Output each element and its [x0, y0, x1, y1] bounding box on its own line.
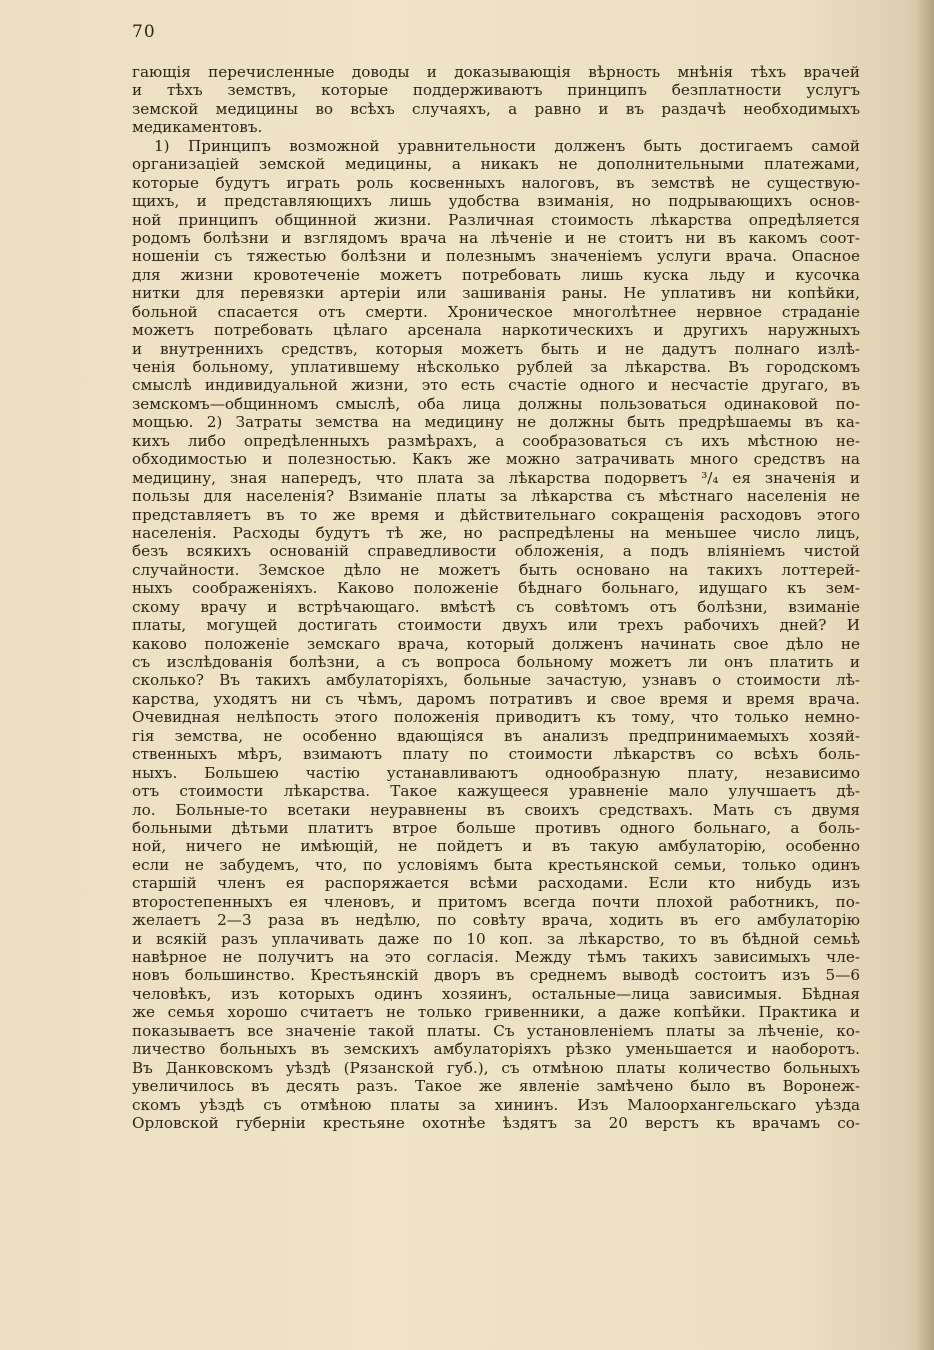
text-line: ченія больному, уплатившему нѣсколько рублей за лѣкарства. Въ городскомъ — [132, 358, 860, 376]
text-line: навѣрное не получитъ на это согласія. Между тѣмъ такихъ зависимыхъ чле- — [132, 948, 860, 966]
text-line: желаетъ 2—3 раза въ недѣлю, по совѣту врача, ходить въ его амбулаторію — [132, 911, 860, 930]
text-line: 1) Принципъ возможной уравнительности долженъ быть достигаемъ самой — [154, 136, 860, 155]
text-line: которые будутъ играть роль косвенныхъ налоговъ, въ земствѣ не существую- — [132, 173, 860, 192]
text-line: и всякій разъ уплачивать даже по 10 коп. за лѣкарство, то въ бѣдной семьѣ — [132, 929, 860, 948]
text-line: гія земства, не особенно вдающіяся въ анализъ предпринимаемыхъ хозяй- — [132, 726, 860, 745]
text-line: же семья хорошо считаетъ не только гривенники, а даже копѣйки. Практика и — [132, 1003, 860, 1022]
text-line: медикаментовъ. — [132, 118, 263, 137]
text-line: Очевидная нелѣпость этого положенія приводитъ къ тому, что только немно- — [132, 708, 860, 727]
text-line: кихъ либо опредѣленныхъ размѣрахъ, а сообразоваться съ ихъ мѣстною не- — [132, 431, 860, 450]
text-line: Въ Данковскомъ уѣздѣ (Рязанской губ.), съ отмѣною платы количество больныхъ — [132, 1058, 860, 1077]
text-line: если не забудемъ, что, по условіямъ быта крестьянской семьи, только одинъ — [132, 855, 860, 874]
text-line: щихъ, и представляющихъ лишь удобства взиманія, но подрывающихъ основ- — [132, 192, 860, 211]
text-line: ной принципъ общинной жизни. Различная стоимость лѣкарства опредѣляется — [132, 210, 860, 229]
text-line: ныхъ соображеніяхъ. Каково положеніе бѣднаго больнаго, идущаго къ зем- — [132, 579, 860, 598]
text-line: больными дѣтьми платитъ втрое больше противъ одного больнаго, а боль- — [132, 818, 860, 837]
page-spine-shadow — [916, 0, 934, 1350]
text-line: для жизни кровотеченіе можетъ потребовать лишь куска льду и кусочка — [132, 265, 860, 284]
text-line: обходимостью и полезностью. Какъ же можно затрачивать много средствъ на — [132, 450, 860, 469]
text-line: съ изслѣдованія болѣзни, а съ вопроса больному можетъ ли онъ платить и — [132, 653, 860, 671]
text-line: смыслѣ индивидуальной жизни, это есть счастіе одного и несчастіе другаго, въ — [132, 376, 860, 395]
text-line: медицину, зная напередъ, что плата за лѣкарства подорветъ ³/₄ ея значенія и — [132, 468, 860, 487]
text-line: земскомъ—общинномъ смыслѣ, оба лица должны пользоваться одинаковой по- — [132, 394, 860, 413]
text-line: увеличилось въ десять разъ. Такое же явленіе замѣчено было въ Воронеж- — [132, 1077, 860, 1096]
text-line: скому врачу и встрѣчающаго. вмѣстѣ съ совѣтомъ отъ болѣзни, взиманіе — [132, 597, 860, 616]
text-line: показываетъ все значеніе такой платы. Съ установленіемъ платы за лѣченіе, ко- — [132, 1021, 860, 1040]
body-text — [132, 63, 860, 1132]
text-line: ношеніи съ тяжестью болѣзни и полезнымъ значеніемъ услуги врача. Опасное — [132, 247, 860, 266]
text-line: организаціей земской медицины, а никакъ не дополнительными платежами, — [132, 155, 860, 174]
text-line: человѣкъ, изъ которыхъ одинъ хозяинъ, остальные—лица зависимыя. Бѣдная — [132, 984, 860, 1003]
text-line: случайности. Земское дѣло не можетъ быть основано на такихъ лоттерей- — [132, 560, 860, 579]
text-line: ло. Больные-то всетаки неуравнены въ своихъ средствахъ. Мать съ двумя — [132, 800, 860, 819]
text-line: платы, могущей достигать стоимости двухъ или трехъ рабочихъ дней? И — [132, 616, 860, 635]
text-line: и тѣхъ земствъ, которые поддерживаютъ принципъ безплатности услугъ — [132, 81, 860, 100]
text-line: безъ всякихъ основаній справедливости обложенія, а подъ вліяніемъ чистой — [132, 542, 860, 561]
text-line: карства, уходятъ ни съ чѣмъ, даромъ потративъ и свое время и время врача. — [132, 689, 860, 708]
text-line: ныхъ. Большею частію устанавливаютъ однообразную плату, независимо — [132, 763, 860, 782]
text-line: родомъ болѣзни и взглядомъ врача на лѣченіе и не стоитъ ни въ какомъ соот- — [132, 228, 860, 247]
text-line: старшій членъ ея распоряжается всѣми расходами. Если кто нибудь изъ — [132, 874, 860, 893]
text-line: представляетъ въ то же время и дѣйствительнаго сокращенія расходовъ этого — [132, 505, 860, 524]
text-line: ной, ничего не имѣющій, не пойдетъ и въ такую амбулаторію, особенно — [132, 837, 860, 856]
text-line: сколько? Въ такихъ амбулаторіяхъ, больные зачастую, узнавъ о стоимости лѣ- — [132, 671, 860, 690]
text-line: можетъ потребовать цѣлаго арсенала наркотическихъ и другихъ наружныхъ — [132, 321, 860, 340]
text-line: нитки для перевязки артеріи или зашиванія раны. Не уплативъ ни копѣйки, — [132, 284, 860, 303]
text-line: ственныхъ мѣръ, взимаютъ плату по стоимости лѣкарствъ со всѣхъ боль- — [132, 745, 860, 764]
text-line: второстепенныхъ ея членовъ, и притомъ всегда почти плохой работникъ, по- — [132, 892, 860, 911]
text-line: отъ стоимости лѣкарства. Такое кажущееся уравненіе мало улучшаетъ дѣ- — [132, 782, 860, 801]
text-line: новъ большинство. Крестьянскій дворъ въ среднемъ выводѣ состоитъ изъ 5—6 — [132, 966, 860, 985]
text-line: мощью. 2) Затраты земства на медицину не должны быть предрѣшаемы въ ка- — [132, 413, 860, 432]
text-line: Орловской губерніи крестьяне охотнѣе ѣздятъ за 20 верстъ къ врачамъ со- — [132, 1113, 860, 1132]
text-line: земской медицины во всѣхъ случаяхъ, а равно и въ раздачѣ необходимыхъ — [132, 99, 860, 118]
text-line: и внутреннихъ средствъ, которыя можетъ быть и не дадутъ полнаго излѣ- — [132, 339, 860, 358]
text-line: каково положеніе земскаго врача, который долженъ начинать свое дѣло не — [132, 634, 860, 653]
text-line: населенія. Расходы будутъ тѣ же, но распредѣлены на меньшее число лицъ, — [132, 523, 860, 542]
text-line: личество больныхъ въ земскихъ амбулаторіяхъ рѣзко уменьшается и наоборотъ. — [132, 1040, 860, 1059]
text-line: больной спасается отъ смерти. Хроническое многолѣтнее нервное страданіе — [132, 302, 860, 321]
page-number: 70 — [132, 22, 156, 42]
text-line: пользы для населенія? Взиманіе платы за лѣкарства съ мѣстнаго населенія не — [132, 487, 860, 506]
text-line: скомъ уѣздѣ съ отмѣною платы за хининъ. Изъ Малоорхангельскаго уѣзда — [132, 1095, 860, 1114]
text-line: гающія перечисленные доводы и доказывающія вѣрность мнѣнія тѣхъ врачей — [132, 63, 860, 81]
